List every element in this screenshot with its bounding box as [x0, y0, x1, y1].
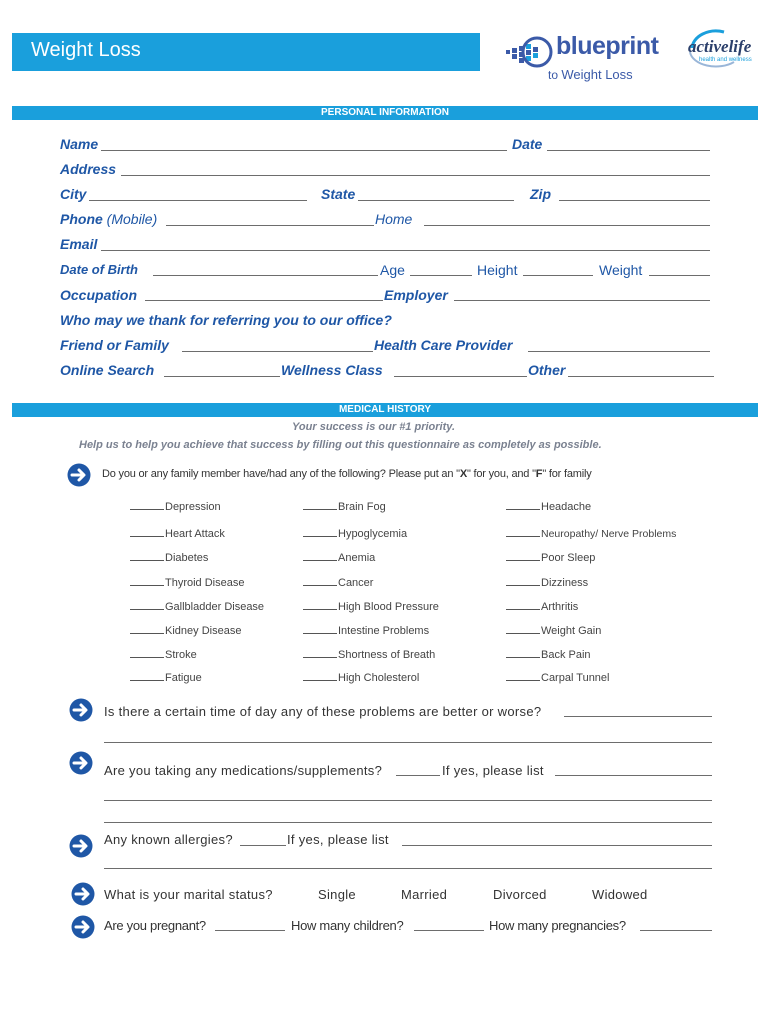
condition-label: Carpal Tunnel: [541, 672, 610, 684]
family-history-question: [102, 468, 592, 480]
condition-item: [506, 600, 578, 613]
friend-family-field[interactable]: [182, 351, 373, 352]
occupation-label: Occupation: [60, 287, 138, 303]
medications-list-field-3[interactable]: [104, 822, 712, 823]
page-title: Weight Loss: [31, 39, 141, 61]
condition-item: [506, 500, 591, 513]
marital-option-divorced[interactable]: Divorced: [493, 887, 547, 902]
condition-checkbox-blank[interactable]: [130, 624, 164, 634]
condition-label: Brain Fog: [338, 501, 386, 513]
other-field[interactable]: [568, 376, 714, 377]
other-label: Other: [528, 362, 566, 378]
condition-label: Cancer: [338, 577, 374, 589]
condition-item: [303, 576, 373, 589]
arrow-right-icon: [69, 698, 93, 722]
condition-checkbox-blank[interactable]: [303, 671, 337, 681]
condition-checkbox-blank[interactable]: [506, 576, 540, 586]
brand-name: blueprint: [556, 32, 659, 60]
height-field[interactable]: [523, 275, 593, 276]
condition-label: Kidney Disease: [165, 625, 242, 637]
home-label: Home: [375, 211, 413, 227]
age-field[interactable]: [410, 275, 472, 276]
condition-item: [130, 624, 241, 637]
condition-item: [303, 600, 439, 613]
condition-label: High Blood Pressure: [338, 601, 439, 613]
condition-label: Depression: [165, 501, 221, 513]
allergies-answer-field[interactable]: [240, 845, 286, 846]
occupation-field[interactable]: [145, 300, 383, 301]
medications-question: Are you taking any medications/supplements?: [104, 763, 383, 778]
condition-checkbox-blank[interactable]: [506, 600, 540, 610]
condition-checkbox-blank[interactable]: [303, 527, 337, 537]
condition-label: Poor Sleep: [541, 552, 596, 564]
marital-option-widowed[interactable]: Widowed: [592, 887, 648, 902]
medications-list-label: If yes, please list: [442, 763, 544, 778]
referral-question: Who may we thank for referring you to our office?: [60, 312, 392, 328]
state-label: State: [321, 186, 356, 202]
title-bar: [12, 33, 480, 71]
marital-status-question: What is your marital status?: [104, 887, 273, 902]
condition-label: Shortness of Breath: [338, 649, 436, 661]
brand-sub-to: to: [548, 68, 559, 82]
condition-label: Neuropathy/ Nerve Problems: [541, 528, 677, 540]
condition-item: [303, 551, 375, 564]
condition-item: [506, 648, 591, 661]
age-label: Age: [380, 262, 405, 278]
arrow-right-icon: [71, 915, 95, 939]
condition-checkbox-blank[interactable]: [130, 576, 164, 586]
condition-label: Weight Gain: [541, 625, 602, 637]
allergies-question: Any known allergies?: [104, 832, 233, 847]
activelife-logo: [684, 28, 754, 70]
condition-checkbox-blank[interactable]: [506, 671, 540, 681]
height-label: Height: [477, 262, 518, 278]
city-label: City: [60, 186, 87, 202]
zip-field[interactable]: [559, 200, 710, 201]
condition-label: High Cholesterol: [338, 672, 420, 684]
blueprint-mark-icon: [504, 36, 554, 70]
condition-item: [506, 671, 610, 684]
condition-checkbox-blank[interactable]: [303, 551, 337, 561]
pregnancies-question: How many pregnancies?: [489, 918, 626, 933]
marital-option-single[interactable]: Single: [318, 887, 356, 902]
condition-label: Anemia: [338, 552, 376, 564]
dob-label: Date of Birth: [60, 262, 138, 277]
condition-label: Hypoglycemia: [338, 528, 408, 540]
condition-checkbox-blank[interactable]: [506, 500, 540, 510]
q1-text-post: " for family: [542, 468, 592, 480]
condition-item: [130, 500, 221, 513]
phone-label-text: Phone: [60, 211, 103, 227]
condition-item: [303, 624, 429, 637]
children-field[interactable]: [414, 930, 484, 931]
allergies-list-field-2[interactable]: [104, 868, 712, 869]
time-of-day-field-2[interactable]: [104, 742, 712, 743]
dob-field[interactable]: [153, 275, 378, 276]
condition-item: [130, 600, 264, 613]
personal-info-header: PERSONAL INFORMATION: [12, 106, 758, 120]
name-label: Name: [60, 136, 99, 152]
date-field[interactable]: [547, 150, 710, 151]
email-field[interactable]: [101, 250, 710, 251]
condition-checkbox-blank[interactable]: [130, 527, 164, 537]
arrow-right-icon: [69, 834, 93, 858]
friend-family-label: Friend or Family: [60, 337, 169, 353]
condition-label: Headache: [541, 501, 592, 513]
blueprint-logo: [504, 30, 674, 86]
pregnant-field[interactable]: [215, 930, 285, 931]
condition-checkbox-blank[interactable]: [303, 648, 337, 658]
wellness-class-field[interactable]: [394, 376, 527, 377]
condition-checkbox-blank[interactable]: [130, 671, 164, 681]
name-field[interactable]: [101, 150, 507, 151]
condition-checkbox-blank[interactable]: [130, 648, 164, 658]
medications-list-field[interactable]: [555, 775, 712, 776]
marital-option-married[interactable]: Married: [401, 887, 448, 902]
condition-checkbox-blank[interactable]: [506, 624, 540, 634]
online-search-field[interactable]: [164, 376, 280, 377]
provider-field[interactable]: [528, 351, 710, 352]
weight-label: Weight: [599, 262, 643, 278]
state-field[interactable]: [358, 200, 514, 201]
address-field[interactable]: [121, 175, 710, 176]
arrow-right-icon: [67, 463, 91, 487]
condition-label: Heart Attack: [165, 528, 225, 540]
condition-checkbox-blank[interactable]: [130, 600, 164, 610]
condition-label: Gallbladder Disease: [165, 601, 265, 613]
email-label: Email: [60, 236, 98, 252]
condition-checkbox-blank[interactable]: [130, 551, 164, 561]
condition-checkbox-blank[interactable]: [303, 576, 337, 586]
zip-label: Zip: [530, 186, 551, 202]
condition-label: Thyroid Disease: [165, 577, 245, 589]
condition-checkbox-blank[interactable]: [506, 551, 540, 561]
city-field[interactable]: [89, 200, 307, 201]
activelife-tagline: health and wellness: [699, 57, 752, 63]
date-label: Date: [512, 136, 543, 152]
q1-x: X: [459, 468, 467, 480]
condition-label: Diabetes: [165, 552, 209, 564]
time-of-day-question: Is there a certain time of day any of these problems are better or worse?: [104, 704, 542, 719]
help-note: Help us to help you achieve that success by filling out this questionnaire as completely as possible.: [79, 439, 602, 451]
employer-field[interactable]: [454, 300, 710, 301]
arrow-right-icon: [69, 751, 93, 775]
condition-label: Fatigue: [165, 672, 202, 684]
condition-label: Arthritis: [541, 601, 579, 613]
medications-list-field-2[interactable]: [104, 800, 712, 801]
mobile-phone-field[interactable]: [166, 225, 374, 226]
wellness-class-label: Wellness Class: [281, 362, 383, 378]
condition-item: [303, 527, 407, 540]
condition-checkbox-blank[interactable]: [130, 500, 164, 510]
condition-label: Back Pain: [541, 649, 591, 661]
condition-item: [506, 624, 601, 637]
medical-history-header: MEDICAL HISTORY: [12, 403, 758, 417]
brand-sub-weight-loss: Weight Loss: [561, 67, 633, 82]
condition-item: [303, 648, 435, 661]
condition-checkbox-blank[interactable]: [506, 648, 540, 658]
phone-label: [60, 211, 157, 227]
brand-subtitle: [548, 67, 633, 82]
weight-field[interactable]: [649, 275, 710, 276]
condition-checkbox-blank[interactable]: [303, 500, 337, 510]
condition-item: [506, 527, 676, 540]
employer-label: Employer: [384, 287, 448, 303]
q1-f: F: [535, 468, 543, 480]
condition-item: [130, 551, 208, 564]
mobile-label: (Mobile): [106, 211, 158, 227]
condition-item: [130, 576, 244, 589]
condition-item: [506, 551, 595, 564]
medications-answer-field[interactable]: [396, 775, 440, 776]
condition-item: [130, 648, 197, 661]
provider-label: Health Care Provider: [374, 337, 513, 353]
children-question: How many children?: [291, 918, 404, 933]
condition-checkbox-blank[interactable]: [303, 624, 337, 634]
address-label: Address: [60, 161, 117, 177]
priority-note: Your success is our #1 priority.: [292, 421, 456, 433]
pregnant-question: Are you pregnant?: [104, 918, 206, 933]
condition-label: Dizziness: [541, 577, 589, 589]
time-of-day-field[interactable]: [564, 716, 712, 717]
condition-label: Stroke: [165, 649, 197, 661]
home-phone-field[interactable]: [424, 225, 710, 226]
condition-item: [506, 576, 588, 589]
q1-text-pre: Do you or any family member have/had any of the following? Please put an ": [102, 468, 460, 480]
condition-label: Intestine Problems: [338, 625, 430, 637]
allergies-list-label: If yes, please list: [287, 832, 389, 847]
condition-item: [303, 500, 386, 513]
allergies-list-field[interactable]: [402, 845, 712, 846]
condition-item: [130, 671, 202, 684]
online-search-label: Online Search: [60, 362, 155, 378]
pregnancies-field[interactable]: [640, 930, 712, 931]
arrow-right-icon: [71, 882, 95, 906]
condition-item: [130, 527, 225, 540]
condition-checkbox-blank[interactable]: [303, 600, 337, 610]
condition-item: [303, 671, 419, 684]
q1-text-mid: " for you, and ": [466, 468, 536, 480]
activelife-name: activelife: [688, 37, 752, 56]
condition-checkbox-blank[interactable]: [506, 527, 540, 537]
